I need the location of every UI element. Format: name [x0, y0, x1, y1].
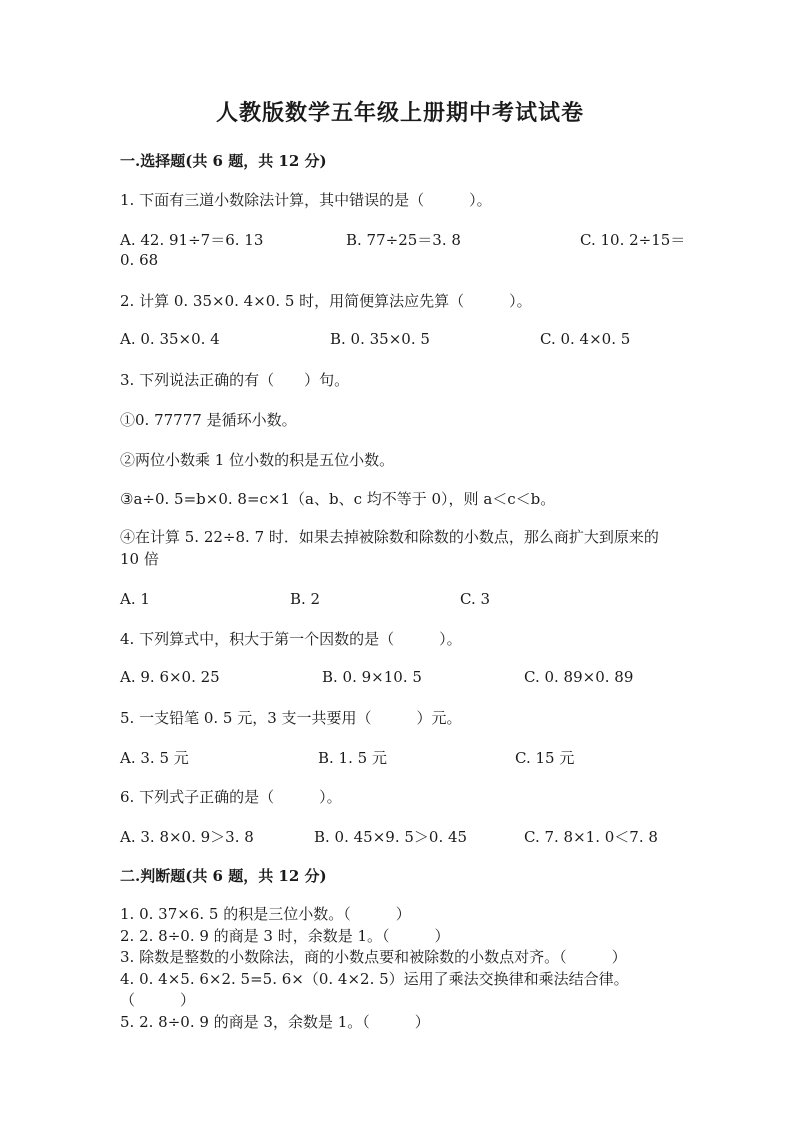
q3-option-b: B. 2 — [290, 590, 321, 608]
q3-statement-1: ①0. 77777 是循环小数。 — [120, 411, 297, 429]
q3-statement-3: ③a÷0. 5=b×0. 8=c×1（a、b、c 均不等于 0），则 a＜c＜b。 — [120, 490, 556, 508]
judgement-item-5: 5. 2. 8÷0. 9 的商是 3，余数是 1。（ ） — [120, 1013, 430, 1031]
q3-option-a: A. 1 — [120, 590, 150, 608]
q5-option-b: B. 1. 5 元 — [318, 749, 387, 767]
question-6: 6. 下列式子正确的是（ ）。 — [120, 788, 342, 806]
q6-option-b: B. 0. 45×9. 5＞0. 45 — [314, 828, 468, 846]
q3-statement-2: ②两位小数乘 1 位小数的积是五位小数。 — [120, 451, 395, 469]
question-4: 4. 下列算式中，积大于第一个因数的是（ ）。 — [120, 630, 462, 648]
judgement-item-4: 4. 0. 4×5. 6×2. 5=5. 6×（0. 4×2. 5）运用了乘法交换律和乘法结合律。 — [120, 970, 629, 988]
judgement-item-1: 1. 0. 37×6. 5 的积是三位小数。（ ） — [120, 905, 411, 923]
section-heading-judgement: 二.判断题(共 6 题，共 12 分) — [120, 867, 327, 885]
q4-option-b: B. 0. 9×10. 5 — [322, 668, 422, 686]
q4-option-a: A. 9. 6×0. 25 — [120, 668, 220, 686]
q6-option-c: C. 7. 8×1. 0＜7. 8 — [524, 828, 658, 846]
q1-option-a: A. 42. 91÷7＝6. 13 — [120, 231, 264, 249]
judgement-item-2: 2. 2. 8÷0. 9 的商是 3 时，余数是 1。（ ） — [120, 927, 450, 945]
q4-option-c: C. 0. 89×0. 89 — [524, 668, 634, 686]
question-3: 3. 下列说法正确的有（ ）句。 — [120, 371, 350, 389]
q2-option-b: B. 0. 35×0. 5 — [330, 330, 430, 348]
judgement-item-3: 3. 除数是整数的小数除法，商的小数点要和被除数的小数点对齐。（ ） — [120, 948, 627, 966]
q5-option-c: C. 15 元 — [515, 749, 575, 767]
q3-statement-4: ④在计算 5. 22÷8. 7 时．如果去掉被除数和除数的小数点，那么商扩大到原来的 10 倍 — [120, 528, 659, 568]
q6-option-a: A. 3. 8×0. 9＞3. 8 — [120, 828, 254, 846]
question-2: 2. 计算 0. 35×0. 4×0. 5 时，用简便算法应先算（ ）。 — [120, 292, 532, 310]
q2-option-a: A. 0. 35×0. 4 — [120, 330, 220, 348]
judgement-item-4-answer: （ ） — [120, 991, 196, 1009]
q1-option-c: C. 10. 2÷15＝ — [580, 231, 686, 249]
q5-option-a: A. 3. 5 元 — [120, 749, 189, 767]
question-1: 1. 下面有三道小数除法计算，其中错误的是（ ）。 — [120, 191, 492, 209]
q3-option-c: C. 3 — [460, 590, 491, 608]
section-heading-choice: 一.选择题(共 6 题，共 12 分) — [120, 152, 327, 170]
q2-option-c: C. 0. 4×0. 5 — [540, 330, 631, 348]
q1-option-c-continued: 0. 68 — [120, 251, 159, 269]
page-title: 人教版数学五年级上册期中考试试卷 — [215, 100, 584, 126]
q1-option-b: B. 77÷25＝3. 8 — [346, 231, 461, 249]
question-5: 5. 一支铅笔 0. 5 元，3 支一共要用（ ）元。 — [120, 709, 462, 727]
